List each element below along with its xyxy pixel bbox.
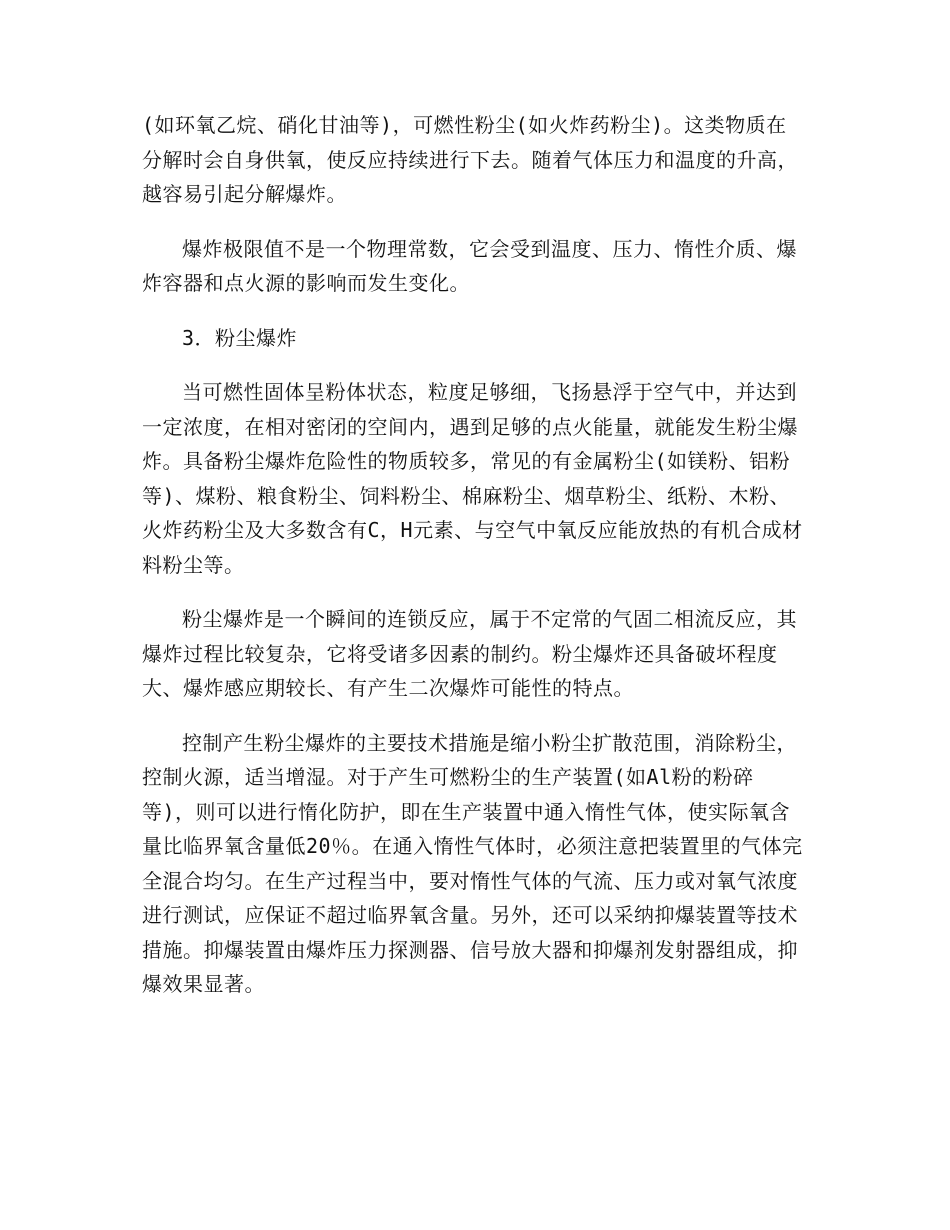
section-heading-dust-explosion: 3．粉尘爆炸 [182,325,298,350]
paragraph-dust-explosion-control: 控制产生粉尘爆炸的主要技术措施是缩小粉尘扩散范围，消除粉尘，控制火源，适当增湿。对于产生可燃粉尘的生产装置(如Al粉的粉碎等)，则可以进行惰化防护，即在生产装置中通入惰性气体，使实际氧含量比临界氧含量低20％。在通入惰性气体时，必须注意把装置里的气体完全混合均匀。在生产过程当中，要对惰性气体的气流、压力或对氧气浓度进行测试，应保证不超过临界氧含量。另外，还可以采纳抑爆装置等技术措施。抑爆装置由爆炸压力探测器、信号放大器和抑爆剂发射器组成，抑爆效果显著。 [142,730,803,996]
paragraph-decomposition-explosion: (如环氧乙烷、硝化甘油等)，可燃性粉尘(如火炸药粉尘)。这类物质在分解时会自身供氧，使反应持续进行下去。随着气体压力和温度的升高，越容易引起分解爆炸。 [142,113,798,206]
paragraph-explosion-limit: 爆炸极限值不是一个物理常数，它会受到温度、压力、惰性介质、爆炸容器和点火源的影响而发生变化。 [142,236,797,295]
document-body [142,108,806,1022]
paragraph-dust-explosion-conditions: 当可燃性固体呈粉体状态，粒度足够细，飞扬悬浮于空气中，并达到一定浓度，在相对密闭的空间内，遇到足够的点火能量，就能发生粉尘爆炸。具备粉尘爆炸危险性的物质较多，常见的有金属粉尘(如镁粉、铝粉等)、煤粉、粮食粉尘、饲料粉尘、棉麻粉尘、烟草粉尘、纸粉、木粉、火炸药粉尘及大多数含有C，H元素、与空气中氧反应能放热的有机合成材料粉尘等。 [142,380,803,577]
paragraph-dust-explosion-characteristics: 粉尘爆炸是一个瞬间的连锁反应，属于不定常的气固二相流反应，其爆炸过程比较复杂，它将受诸多因素的制约。粉尘爆炸还具备破坏程度大、爆炸感应期较长、有产生二次爆炸可能性的特点。 [142,607,797,700]
